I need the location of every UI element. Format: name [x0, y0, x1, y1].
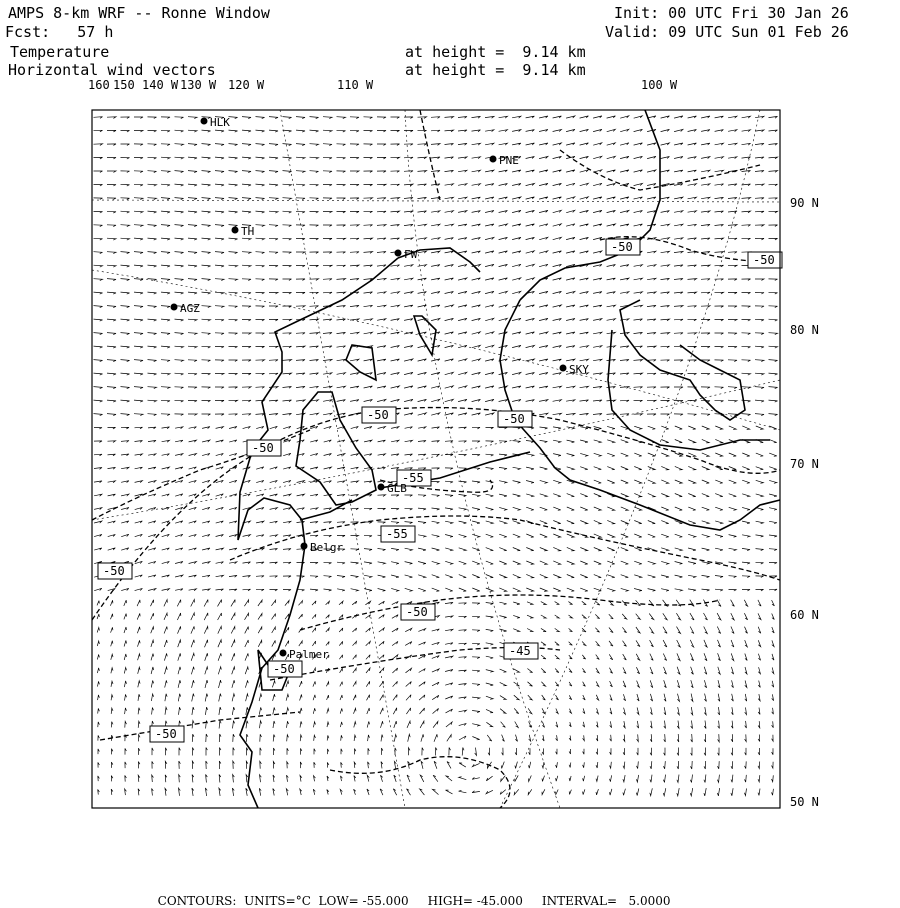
contour-label-text: -50	[103, 564, 125, 578]
wind-vectors	[94, 116, 778, 796]
contour-label-text: -50	[406, 605, 428, 619]
map-frame	[92, 110, 780, 808]
map-title: AMPS 8-km WRF -- Ronne Window	[8, 4, 270, 22]
high-label: HIGH= -45.000	[427, 894, 523, 908]
contour-label-text: -50	[611, 240, 633, 254]
temperature-contours	[92, 110, 780, 808]
lon-label-100w: 100 W	[641, 78, 678, 92]
contours-label: CONTOURS:	[157, 894, 237, 908]
station-dot	[201, 118, 208, 125]
station-dot	[280, 650, 287, 657]
station-dot	[378, 484, 385, 491]
station-label: Belgr	[310, 541, 344, 554]
lat-label-50n: 50 N	[790, 795, 819, 809]
contour-label-text: -55	[402, 471, 424, 485]
station-label: SKY	[569, 363, 589, 376]
contour-label-text: -50	[273, 662, 295, 676]
station-label: AGZ	[180, 302, 200, 315]
contour-label-text: -50	[367, 408, 389, 422]
station-label: PNE	[499, 154, 519, 167]
lon-label-110w: 110 W	[337, 78, 374, 92]
lat-label-70n: 70 N	[790, 457, 819, 471]
lon-label-120w: 120 W	[228, 78, 265, 92]
station-dot	[490, 156, 497, 163]
graticule	[92, 110, 780, 808]
contour-label-text: -50	[503, 412, 525, 426]
low-label: LOW= -55.000	[318, 894, 409, 908]
lon-label-140w: 140 W	[142, 78, 179, 92]
field-wind-vectors: Horizontal wind vectors	[8, 61, 216, 79]
valid-time: Valid: 09 UTC Sun 01 Feb 26	[605, 23, 849, 41]
contour-label-text: -50	[155, 727, 177, 741]
station-label: TH	[241, 225, 255, 238]
station-label: HLK	[210, 116, 230, 129]
lat-label-90n: 90 N	[790, 196, 819, 210]
station-label: Palmer	[289, 648, 329, 661]
lon-label-130w: 130 W	[180, 78, 217, 92]
contour-label-text: -50	[753, 253, 775, 267]
station-label: GLB	[387, 482, 407, 495]
contour-labels	[98, 239, 782, 742]
station-label: FW	[404, 248, 418, 261]
contour-label-text: -50	[252, 441, 274, 455]
forecast-hour: Fcst: 57 h	[5, 23, 114, 41]
lon-label-150: 150	[113, 78, 135, 92]
contour-label-text: -45	[509, 644, 531, 658]
interval-label: INTERVAL= 5.0000	[541, 894, 671, 908]
field-temperature: Temperature	[10, 43, 110, 61]
wind-arrows	[94, 116, 778, 796]
lon-label-160: 160	[88, 78, 110, 92]
station-dot	[301, 543, 308, 550]
contour-legend	[150, 880, 671, 908]
station-dot	[395, 250, 402, 257]
contour-label-text: -55	[386, 527, 408, 541]
init-time: Init: 00 UTC Fri 30 Jan 26	[614, 4, 849, 22]
height-wind: at height = 9.14 km	[405, 61, 586, 79]
lat-label-60n: 60 N	[790, 608, 819, 622]
lat-label-80n: 80 N	[790, 323, 819, 337]
station-dot	[232, 227, 239, 234]
station-dot	[171, 304, 178, 311]
height-temperature: at height = 9.14 km	[405, 43, 586, 61]
units-label: UNITS=°C	[244, 894, 311, 908]
station-dot	[560, 365, 567, 372]
